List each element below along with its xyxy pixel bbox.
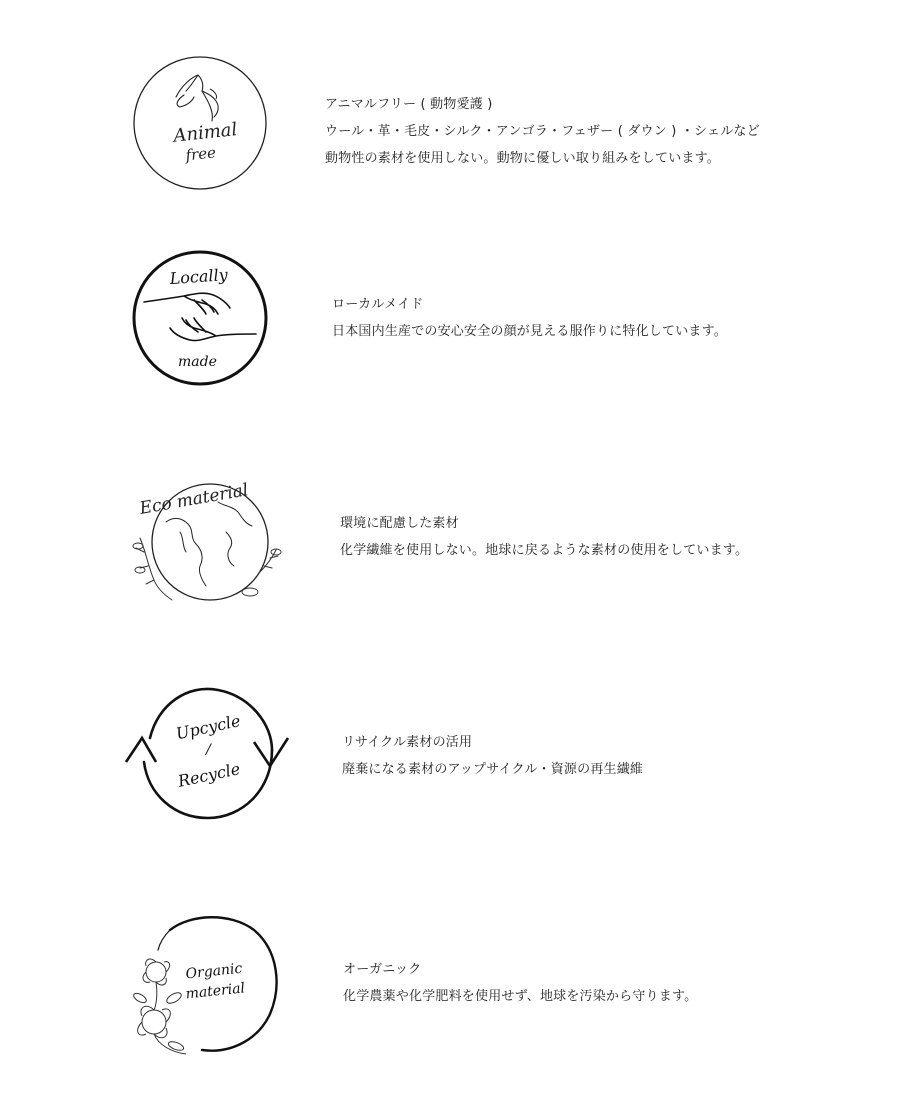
animal-free-icon xyxy=(132,55,268,191)
feature-upcycle-recycle xyxy=(0,660,920,890)
animal-free-icon-label-2: free xyxy=(184,143,217,165)
eco-material-icon-label: Eco material xyxy=(138,480,250,519)
feature-title: ローカルメイド xyxy=(332,297,424,312)
upcycle-recycle-icon-label-2: / xyxy=(206,742,211,758)
arrow-up-icon xyxy=(126,738,156,762)
feature-eco-material-text xyxy=(340,510,748,564)
feature-line: ウール・革・毛皮・シルク・アンゴラ・フェザー ( ダウン ) ・シェルなど xyxy=(325,124,760,139)
animal-free-icon-label-1: Animal xyxy=(172,119,239,147)
feature-title: 環境に配慮した素材 xyxy=(340,516,459,531)
feature-locally-made xyxy=(0,220,920,440)
locally-made-icon-label-2: made xyxy=(178,354,217,370)
feature-upcycle-recycle-text xyxy=(342,729,643,783)
feature-animal-free xyxy=(0,0,920,220)
upcycle-recycle-icon-label-1: Upcycle xyxy=(174,711,243,744)
feature-title: アニマルフリー ( 動物愛護 ) xyxy=(325,97,493,112)
upcycle-recycle-icon-label-3: Recycle xyxy=(176,759,242,791)
feature-line: 化学繊維を使用しない。地球に戻るような素材の使用をしています。 xyxy=(340,543,749,558)
locally-made-icon-label-1: Locally xyxy=(169,265,229,289)
locally-made-icon xyxy=(132,250,268,386)
feature-line: 廃棄になる素材のアップサイクル・資源の再生繊維 xyxy=(342,762,644,777)
organic-material-icon-label-2: material xyxy=(184,980,246,1003)
feature-line: 化学農薬や化学肥料を使用せず、地球を汚染から守ります。 xyxy=(343,989,698,1004)
feature-locally-made-text xyxy=(332,291,727,345)
feature-organic-material-text xyxy=(343,956,697,1010)
feature-title: オーガニック xyxy=(343,962,422,977)
feature-eco-material xyxy=(0,440,920,660)
feature-organic-material xyxy=(0,890,920,1104)
flower-icon xyxy=(132,959,186,1054)
feature-animal-free-text xyxy=(325,91,760,172)
eco-material-icon xyxy=(130,462,286,612)
organic-material-icon xyxy=(130,910,286,1060)
organic-material-icon-label-1: Organic xyxy=(184,960,244,983)
feature-title: リサイクル素材の活用 xyxy=(342,735,473,750)
feature-line: 日本国内生産での安心安全の顔が見える服作りに特化しています。 xyxy=(332,324,727,339)
upcycle-recycle-icon xyxy=(122,680,294,824)
feature-line: 動物性の素材を使用しない。動物に優しい取り組みをしています。 xyxy=(325,151,720,166)
